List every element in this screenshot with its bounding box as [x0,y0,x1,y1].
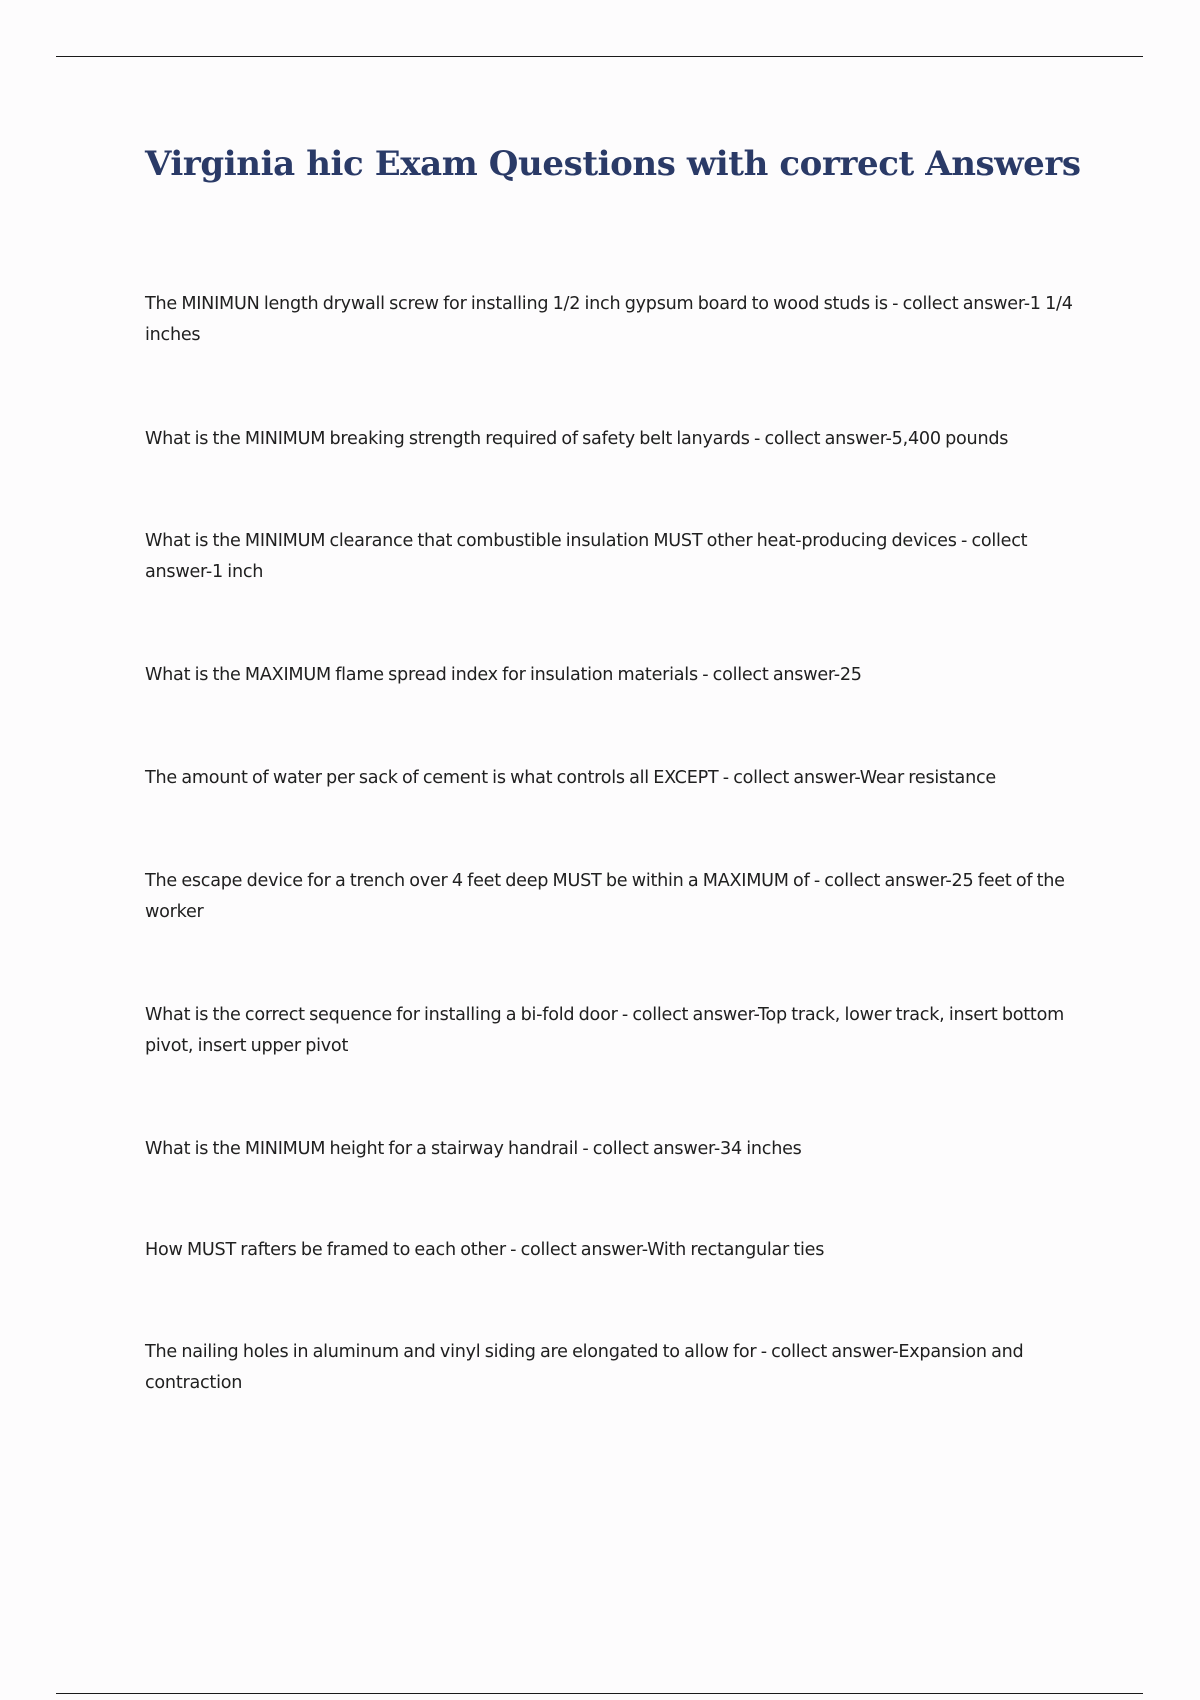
qa-item-flame-spread: What is the MAXIMUM flame spread index for insulation materials - collect answer-25 [145,665,862,685]
qa-item-cement-water: The amount of water per sack of cement is what controls all EXCEPT - collect answer-Wear resistance [145,768,996,788]
bottom-rule [56,1693,1143,1694]
qa-item-handrail-height: What is the MINIMUM height for a stairway handrail - collect answer-34 inches [145,1139,802,1159]
qa-item-drywall-screw: The MINIMUN length drywall screw for installing 1/2 inch gypsum board to wood studs is - collect answer-1 1/4 inches [145,294,1073,345]
qa-item-bifold-door: What is the correct sequence for installing a bi-fold door - collect answer-Top track, lower track, insert bottom pivot, insert upper pivot [145,1005,1064,1056]
qa-item-trench-escape: The escape device for a trench over 4 feet deep MUST be within a MAXIMUM of - collect answer-25 feet of the worker [145,871,1065,922]
qa-item-insulation-clearance: What is the MINIMUM clearance that combustible insulation MUST other heat-producing devices - collect answer-1 inch [145,531,1028,582]
qa-item-siding-holes: The nailing holes in aluminum and vinyl siding are elongated to allow for - collect answer-Expansion and contraction [145,1342,1024,1393]
page-title: Virginia hic Exam Questions with correct Answers [145,144,1081,184]
top-rule [56,56,1143,57]
qa-item-lanyard-strength: What is the MINIMUM breaking strength required of safety belt lanyards - collect answer-5,400 pounds [145,429,1009,449]
qa-item-rafters: How MUST rafters be framed to each other - collect answer-With rectangular ties [145,1240,825,1260]
